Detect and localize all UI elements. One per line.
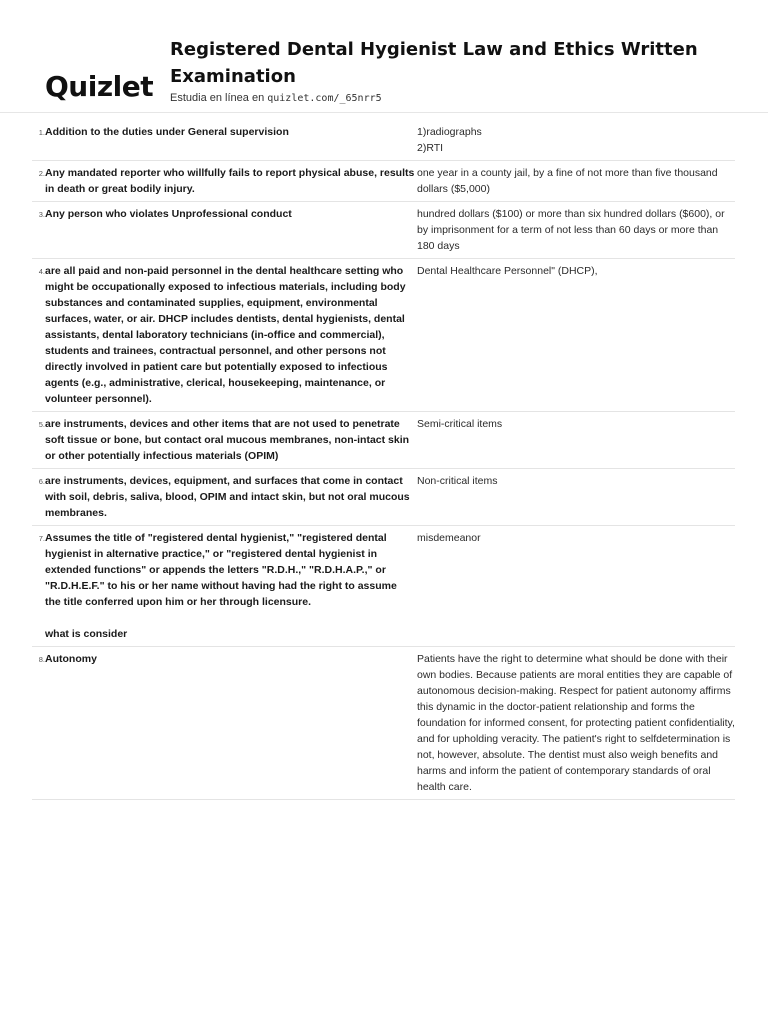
- flashcard-row: [32, 412, 735, 469]
- flashcard-row: [32, 259, 735, 412]
- flashcard-row: [32, 161, 735, 202]
- card-number: 8.: [38, 655, 45, 664]
- card-number: 7.: [38, 534, 45, 543]
- flashcard-row: [32, 526, 735, 647]
- header-divider: [0, 112, 768, 113]
- card-term: are instruments, devices, equipment, and surfaces that come in contact with soil, debris, saliva, blood, OPIM and intact skin, but not oral mucous membranes.: [45, 475, 410, 519]
- card-definition: misdemeanor: [417, 532, 481, 544]
- flashcard-row: [32, 202, 735, 259]
- page-header: [0, 0, 768, 112]
- card-number: 6.: [38, 477, 45, 486]
- study-set-link[interactable]: quizlet.com/_65nrr5: [267, 93, 382, 104]
- card-number: 5.: [38, 420, 45, 429]
- card-term: Addition to the duties under General supervision: [45, 126, 289, 138]
- card-definition: 1)radiographs 2)RTI: [417, 126, 482, 154]
- card-term: are instruments, devices and other items that are not used to penetrate soft tissue or bone, but contact oral mucous membranes, non-intact skin or other potentially infectious materials (OPIM): [45, 418, 410, 462]
- card-definition: one year in a county jail, by a fine of not more than five thousand dollars ($5,000): [417, 167, 718, 195]
- study-online-label: Estudia en línea en: [170, 92, 265, 104]
- card-definition: Dental Healthcare Personnel" (DHCP),: [417, 265, 598, 277]
- flashcard-row: [32, 469, 735, 526]
- card-term: Any mandated reporter who willfully fails to report physical abuse, results in death or great bodily injury.: [45, 167, 415, 195]
- flashcard-list: [32, 120, 735, 800]
- card-definition: hundred dollars ($100) or more than six hundred dollars ($600), or by imprisonment for a term of not less than 60 days or more than 180 days: [417, 208, 725, 252]
- card-number: 3.: [38, 210, 45, 219]
- card-number: 4.: [38, 267, 45, 276]
- card-term: Autonomy: [45, 653, 97, 665]
- flashcard-row: [32, 647, 735, 800]
- card-definition: Semi-critical items: [417, 418, 503, 430]
- study-online-line: [170, 90, 382, 107]
- card-term: Any person who violates Unprofessional conduct: [45, 208, 292, 220]
- page-title: Registered Dental Hygienist Law and Ethics Written Examination: [170, 39, 698, 87]
- card-number: 1.: [38, 128, 45, 137]
- flashcard-row: [32, 120, 735, 161]
- card-definition: Patients have the right to determine what should be done with their own bodies. Because patients are moral entities they are capable of autonomous decision-making. Respect for patient autonomy affirms this dynamic in the doctor-patient relationship and forms the foundation for informed consent, for protecting patient confidentiality, and for upholding veracity. The patient's right to selfdetermination is not, however, absolute. The dentist must also weigh benefits and harms and inform the patient of contemporary standards of oral health care.: [417, 653, 735, 793]
- card-term: Assumes the title of "registered dental hygienist," "registered dental hygienist in alternative practice," or "registered dental hygienist in extended functions" or appends the letters "R.D.H.," "R.D.H.A.P.," or "R.D.H.E.F." to his or her name without having had the right to assume the title conferred upon him or her through licensure. what is consider: [45, 532, 397, 640]
- card-term: are all paid and non-paid personnel in the dental healthcare setting who might be occupationally exposed to infectious materials, including body substances and contaminated supplies, equipment, environmental surfaces, water, or air. DHCP includes dentists, dental hygienists, dental assistants, dental laboratory technicians (in-office and commercial), students and trainees, contractual personnel, and other persons not directly involved in patient care but potentially exposed to infectious agents (e.g., administrative, clerical, housekeeping, maintenance, or volunteer personnel).: [45, 265, 406, 405]
- card-number: 2.: [38, 169, 45, 178]
- card-definition: Non-critical items: [417, 475, 498, 487]
- quizlet-logo[interactable]: Quizlet: [45, 70, 154, 103]
